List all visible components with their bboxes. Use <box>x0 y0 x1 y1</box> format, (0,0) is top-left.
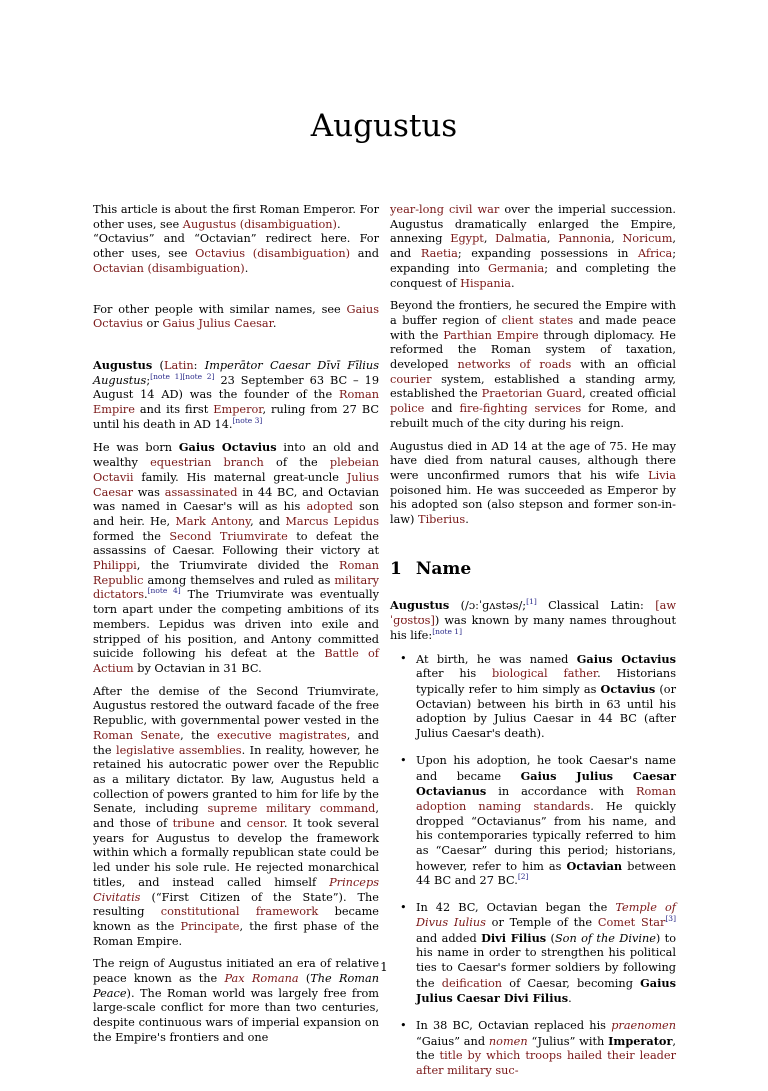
bold-term: Gaius Julius Caesar Divi Filius <box>416 975 676 1006</box>
link-emperor[interactable]: Emperor <box>213 403 263 417</box>
text: or Temple of the <box>485 915 598 929</box>
text: . Historians typically refer to him simply as <box>416 667 677 696</box>
text: After the demise of the Second Triumvirate, Augustus restored the outward facade of the free Republic, with governmental power vested in the <box>93 684 379 728</box>
footnote-ref[interactable]: [3] <box>665 914 676 924</box>
link[interactable]: Marcus Lepidus <box>285 514 380 528</box>
link[interactable]: adopted <box>306 500 353 514</box>
text: “Julius” with <box>527 1034 609 1048</box>
link[interactable]: networks of roads <box>457 358 572 372</box>
text: 23 September 63 BC – 19 August 14 AD) was the founder of the <box>93 373 380 402</box>
link[interactable]: Pannonia <box>558 232 612 246</box>
italic-text: Son of the Divine <box>554 931 656 945</box>
link[interactable]: plebeian Octavii <box>93 456 379 484</box>
footnote-ref[interactable]: [note 2] <box>182 371 215 381</box>
text: , and <box>250 514 286 528</box>
link-text: Princeps Civitatis <box>93 875 379 904</box>
link[interactable]: deification <box>441 976 503 990</box>
text: ; and completing the conquest of <box>390 261 677 290</box>
text: and <box>214 817 247 831</box>
link[interactable]: Praetorian Guard <box>481 387 583 401</box>
text: . It took several years for Augustus to develop the framework within which a formally republican state could be led under his sole rule. He rejected monarchical titles, and instead called himself <box>93 817 379 889</box>
link[interactable]: Principate <box>180 919 240 933</box>
text: with an official <box>571 358 676 372</box>
text: ; <box>146 373 151 387</box>
link[interactable]: Germania <box>488 261 545 275</box>
text: among themselves and ruled as <box>143 573 335 587</box>
footnote-ref[interactable]: [1] <box>526 597 537 607</box>
link[interactable]: tribune <box>172 817 215 831</box>
body-paragraph <box>390 440 676 528</box>
text: . He quickly dropped “Octavianus” from his name, and his contemporaries typically referred to him as “Caesar” during this period; historians, however, refer to him as <box>416 799 676 873</box>
section-intro <box>390 598 676 643</box>
text: ). The Roman world was largely free from large-scale conflict for more than two centuries, despite continuous wars of imperial expansion on the Empire's frontiers and one <box>93 986 379 1044</box>
hatnote-text: or <box>142 317 163 331</box>
text: in accordance with <box>486 785 636 799</box>
list-item <box>416 754 676 889</box>
hatnote-text: This article is about the first Roman Emperor. For other uses, see <box>93 203 379 231</box>
link[interactable]: equestrian branch <box>150 456 264 470</box>
text: of the <box>263 456 330 470</box>
text: . In reality, however, he retained his autocratic power over the Republic as a military dictator. By law, Augustus held a collection of powers granted to him for life by the Senate, including <box>93 743 379 816</box>
link-gaius-octavius[interactable]: Gaius Octavius <box>93 302 379 331</box>
text: and added <box>416 931 482 945</box>
bold-term: Augustus <box>93 357 153 372</box>
text: , <box>483 232 496 246</box>
text: ; expanding into <box>390 247 676 275</box>
link-roman-empire[interactable]: Roman Empire <box>93 388 379 417</box>
section-number: 1 <box>390 558 402 579</box>
text: , <box>546 232 559 246</box>
link[interactable]: Mark Antony <box>175 514 251 528</box>
link[interactable]: supreme military command <box>207 802 376 816</box>
link[interactable]: executive magistrates <box>216 728 347 742</box>
text: family. His maternal great-uncle <box>133 470 347 484</box>
link[interactable]: year-long civil war <box>390 203 500 216</box>
latin-name: Imperātor Caesar Dīvī Fīlius Augustus <box>93 358 379 387</box>
bold-term: Divi Filius <box>481 930 547 945</box>
link[interactable]: biological father <box>492 667 598 681</box>
text: ) to his name in order to strengthen his political ties to Caesar's former soldiers by following the <box>416 931 677 990</box>
body-paragraph-continued <box>390 203 676 291</box>
bold-term: Octavius <box>600 681 656 696</box>
link[interactable]: client states <box>501 313 574 327</box>
footnote-ref[interactable]: [note 3] <box>232 415 263 425</box>
footnote-ref[interactable]: [note 1] <box>150 371 183 381</box>
text: Beyond the frontiers, he secured the Empire with a buffer region of <box>390 299 676 327</box>
link[interactable]: Parthian Empire <box>443 328 539 342</box>
link[interactable]: Julius Caesar <box>93 470 379 499</box>
hatnote-similar-names <box>93 303 379 332</box>
link-latin[interactable]: Latin <box>163 358 194 372</box>
text: ( <box>546 931 555 945</box>
link-octavius-disambiguation[interactable]: Octavius (disambiguation) <box>195 247 351 261</box>
footnote-ref[interactable]: [note 1] <box>432 627 462 637</box>
link[interactable]: police <box>390 402 425 416</box>
link[interactable]: fire-fighting services <box>459 402 582 416</box>
text: and <box>424 402 460 416</box>
text: , the Triumvirate divided the <box>136 559 339 573</box>
link[interactable]: assassinated <box>164 485 238 499</box>
link-text: nomen <box>488 1034 528 1048</box>
page-number: 1 <box>380 960 388 974</box>
link[interactable]: military dictators <box>93 573 379 602</box>
link[interactable]: Comet Star <box>597 915 666 929</box>
link-text: praenomen <box>611 1019 676 1033</box>
text: Augustus died in AD 14 at the age of 75. He may have died from natural causes, although there were unconfirmed rumors that his wife <box>390 439 676 482</box>
text: , created official <box>582 387 676 401</box>
text: system, established a standing army, established the <box>390 372 676 401</box>
link[interactable]: Tiberius <box>418 513 466 527</box>
text: The reign of Augustus initiated an era of relative peace known as the <box>93 957 379 986</box>
italic-text: The Roman Peace <box>93 972 379 1000</box>
link[interactable]: Livia <box>648 468 676 482</box>
names-list <box>390 652 676 1079</box>
list-item <box>416 901 676 1007</box>
spacer <box>93 340 379 358</box>
text: : <box>193 358 205 372</box>
text: Classical Latin: <box>536 599 656 613</box>
text: became known as the <box>93 905 379 933</box>
link-ipa[interactable]: [awˈɡʊstʊs] <box>390 599 677 628</box>
text: and made peace with the <box>390 313 676 342</box>
link[interactable]: Philippi <box>93 559 137 573</box>
footnote-ref[interactable]: [note 4] <box>147 586 181 596</box>
text: , the first phase of the Roman Empire. <box>93 919 379 948</box>
left-column <box>93 203 379 1054</box>
link[interactable]: Hispania <box>460 276 511 290</box>
link[interactable]: Noricum <box>622 232 673 246</box>
text: ( <box>298 972 311 986</box>
text: (“First Citizen of the State”). The resulting <box>93 890 379 919</box>
link[interactable]: legislative assemblies <box>115 743 242 757</box>
section-heading-name <box>390 558 676 579</box>
link-gaius-julius-caesar[interactable]: Gaius Julius Caesar <box>162 317 273 331</box>
page-title: Augustus <box>310 108 458 144</box>
text: by Octavian in 31 BC. <box>133 661 262 675</box>
bold-term: Gaius Octavius <box>576 651 676 666</box>
body-paragraph <box>93 685 379 950</box>
text: to defeat the assassins of Caesar. Following their victory at <box>93 529 379 558</box>
hatnote-text: . <box>336 217 341 231</box>
text: “Gaius” and <box>416 1034 489 1048</box>
spacer <box>93 285 379 303</box>
text: (or Octavian) between his birth in 63 until his adoption by Julius Caesar in 44 BC (after Julius Caesar's death). <box>416 682 676 741</box>
right-column <box>390 203 676 1091</box>
text: At birth, he was named <box>416 652 577 666</box>
link[interactable]: Africa <box>637 247 673 261</box>
text: , and <box>390 232 676 261</box>
text: into an old and wealthy <box>93 441 379 470</box>
text: , the <box>180 728 217 742</box>
text: , ruling from 27 BC until his death in AD 14. <box>93 403 379 431</box>
text: . <box>510 276 515 290</box>
list-item <box>416 1019 676 1079</box>
text: In 42 BC, Octavian began the <box>416 901 616 915</box>
link-text: Pax Romana <box>224 972 299 986</box>
text: In 38 BC, Octavian replaced his <box>416 1019 612 1033</box>
footnote-ref[interactable]: [2] <box>517 872 529 882</box>
hatnote-text: and <box>350 247 379 261</box>
text: ; expanding possessions in <box>457 247 638 261</box>
text: (/ɔːˈɡʌstəs/; <box>449 599 527 613</box>
hatnote-text: “Octavius” and “Octavian” redirect here. For other uses, see <box>93 232 379 261</box>
text: over the imperial succession. Augustus dramatically enlarged the Empire, annexing <box>390 203 676 246</box>
hatnote-text: . <box>244 261 249 275</box>
text: . <box>144 588 148 602</box>
link[interactable]: courier <box>390 372 432 386</box>
text: , and the <box>93 728 379 757</box>
bold-term: Gaius Octavius <box>178 440 277 455</box>
text: son and heir. He, <box>93 500 380 528</box>
link[interactable]: Roman adoption naming standards <box>416 785 676 813</box>
text: He was born <box>93 441 179 455</box>
text: ( <box>152 358 164 372</box>
text: formed the <box>93 529 170 543</box>
link[interactable] <box>489 1035 528 1048</box>
intro-paragraph <box>93 358 379 433</box>
link[interactable]: censor <box>246 817 284 831</box>
link[interactable]: Battle of Actium <box>93 647 379 675</box>
body-paragraph <box>93 440 379 676</box>
link[interactable]: Egypt <box>450 232 484 246</box>
text: after his <box>416 667 493 681</box>
link[interactable]: Roman Republic <box>93 559 379 587</box>
text: , <box>611 232 623 246</box>
text: Upon his adoption, he took Caesar's name and became <box>416 753 676 783</box>
hatnote-disambiguation <box>93 203 379 277</box>
bold-term: Gaius Julius Caesar Octavianus <box>416 768 676 799</box>
bold-term: Octavian <box>566 858 623 873</box>
bold-term: Augustus <box>390 598 450 613</box>
text: . <box>465 513 469 527</box>
text: was <box>133 485 165 499</box>
link[interactable]: Second Triumvirate <box>169 529 288 543</box>
link[interactable]: constitutional framework <box>160 905 319 919</box>
link-octavian-disambiguation[interactable]: Octavian (disambiguation) <box>93 261 245 275</box>
hatnote-text: . <box>272 317 277 331</box>
text: The Triumvirate was eventually torn apart under the competing ambitions of its members. Lepidus was driven into exile and stripped of his position, and Antony committed suicide following his defeat at the <box>93 588 379 661</box>
link[interactable]: Roman Senate <box>93 728 181 742</box>
text: in 44 BC, and Octavian was named in Caesar's will as his <box>93 485 379 514</box>
text: between 44 BC and 27 BC. <box>416 859 676 888</box>
link-augustus-disambiguation[interactable]: Augustus (disambiguation) <box>182 217 337 231</box>
link[interactable]: Raetia <box>420 247 458 261</box>
text: and its first <box>134 403 214 417</box>
text: poisoned him. He was succeeded as Emperor by his adopted son (also stepson and former son-in-law) <box>390 483 676 527</box>
text: , the <box>416 1034 676 1063</box>
link[interactable]: Dalmatia <box>495 232 547 246</box>
link[interactable] <box>611 1019 676 1032</box>
hatnote-text: For other people with similar names, see <box>93 302 347 316</box>
section-title: Name <box>415 558 472 579</box>
list-item <box>416 652 676 742</box>
text: , and those of <box>93 802 380 831</box>
text: through diplomacy. He reformed the Roman system of taxation, developed <box>390 328 676 372</box>
text: . <box>568 992 572 1006</box>
text: ) was known by many names throughout his life: <box>390 614 676 642</box>
bold-term: Imperator <box>608 1033 673 1048</box>
text: of Caesar, becoming <box>502 976 641 990</box>
link-text: Temple of Divus Iulius <box>416 901 676 929</box>
body-paragraph <box>390 299 676 431</box>
link[interactable]: title by which troops hailed their leader after military suc- <box>416 1049 677 1078</box>
text: for Rome, and rebuilt much of the city during his reign. <box>390 402 676 430</box>
